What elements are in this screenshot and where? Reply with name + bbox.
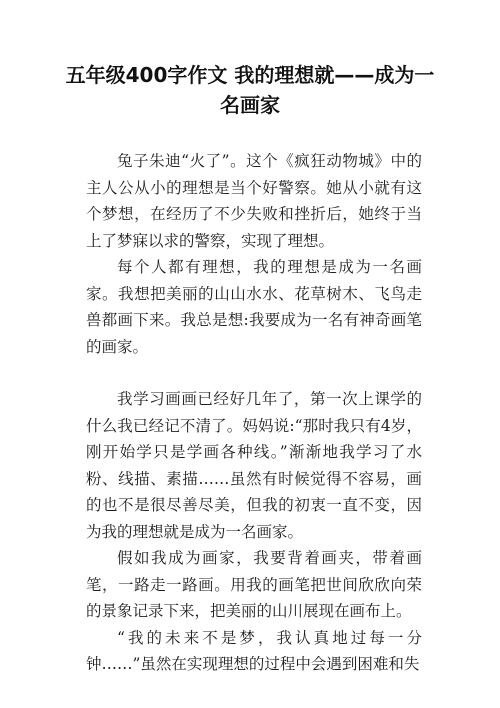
- paragraph-4: 假如我成为画家，我要背着画夹，带着画笔，一路走一路画。用我的画笔把世间欣欣向荣的景象记录下来，把美丽的山川展现在画布上。: [86, 549, 422, 620]
- document-body: [86, 148, 422, 678]
- document-title: 五年级400字作文 我的理想就——成为一名画家: [65, 63, 435, 117]
- paragraph-2: 每个人都有理想，我的理想是成为一名画家。我想把美丽的山山水水、花草树木、飞鸟走兽都画下来。我总是想:我要成为一名有神奇画笔的画家。: [86, 258, 422, 356]
- paragraph-5: “我的未来不是梦，我认真地过每一分钟……”虽然在实现理想的过程中会遇到困难和失: [86, 628, 422, 673]
- paragraph-3: 我学习画画已经好几年了，第一次上课学的什么我已经记不清了。妈妈说:“那时我只有4岁，刚开始学只是学画各种线。”渐渐地我学习了水粉、线描、素描……虽然有时候觉得不容易，画的也不是很尽善尽美，但我的初衷一直不变，因为我的理想就是成为一名画家。: [86, 390, 422, 541]
- paragraph-1: 兔子朱迪“火了”。这个《疯狂动物城》中的主人公从小的理想是当个好警察。她从小就有这个梦想，在经历了不少失败和挫折后，她终于当上了梦寐以求的警察，实现了理想。: [86, 152, 422, 250]
